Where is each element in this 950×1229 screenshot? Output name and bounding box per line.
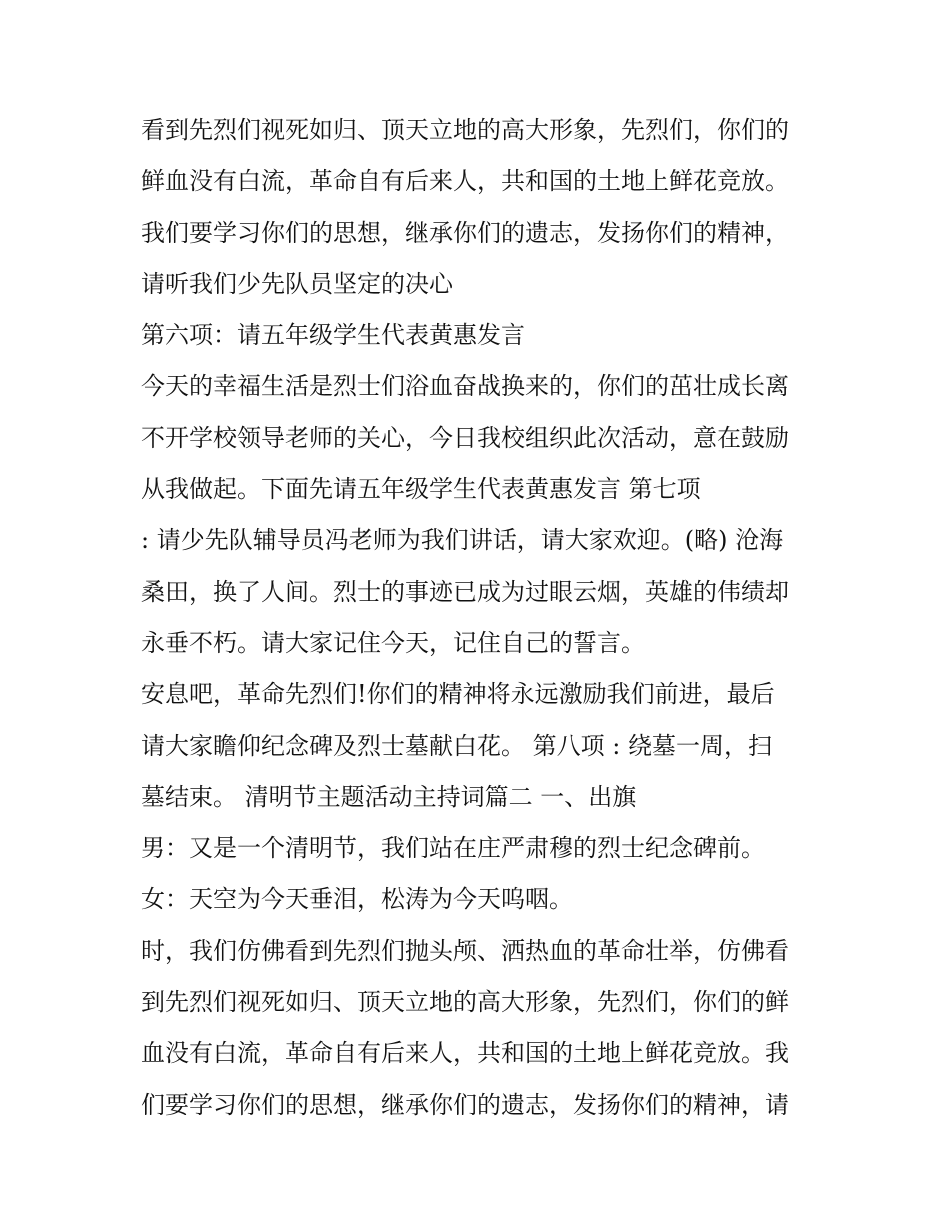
text-line: 我们要学习你们的思想，继承你们的遗志，发扬你们的精神， <box>141 218 789 247</box>
text-line: 看到先烈们视死如归、顶天立地的高大形象，先烈们，你们的 <box>141 116 789 144</box>
text-line: : 请少先队辅导员冯老师为我们讲话，请大家欢迎。(略) 沧海 <box>141 526 784 555</box>
text-line: 到先烈们视死如归、顶天立地的高大形象，先烈们，你们的鲜 <box>141 988 789 1017</box>
text-line: 血没有白流，革命自有后来人，共和国的土地上鲜花竞放。我 <box>141 1039 789 1068</box>
text-line: 请大家瞻仰纪念碑及烈士墓献白花。 第八项 : 绕墓一周，扫 <box>141 731 772 760</box>
text-line: 墓结束。 清明节主题活动主持词篇二 一、出旗 <box>141 782 637 811</box>
text-line: 永垂不朽。请大家记住今天，记住自己的誓言。 <box>141 628 645 657</box>
text-line: 今天的幸福生活是烈士们浴血奋战换来的，你们的茁壮成长离 <box>141 372 789 401</box>
text-line: 桑田，换了人间。烈士的事迹已成为过眼云烟，英雄的伟绩却 <box>141 577 789 606</box>
document-body <box>141 105 821 1131</box>
dialogue-line-male: 男：又是一个清明节，我们站在庄严肃穆的烈士纪念碑前。 <box>141 834 765 863</box>
text-line: 安息吧，革命先烈们!你们的精神将永远激励我们前进，最后 <box>141 680 775 709</box>
section-heading: 第六项：请五年级学生代表黄惠发言 <box>141 321 525 350</box>
text-line: 不开学校领导老师的关心，今日我校组织此次活动，意在鼓励 <box>141 423 789 452</box>
text-line: 鲜血没有白流，革命自有后来人，共和国的土地上鲜花竞放。 <box>141 167 789 196</box>
dialogue-line-female: 女：天空为今天垂泪，松涛为今天呜咽。 <box>141 885 573 914</box>
text-line: 时，我们仿佛看到先烈们抛头颅、洒热血的革命壮举，仿佛看 <box>141 936 789 965</box>
text-line: 们要学习你们的思想，继承你们的遗志，发扬你们的精神，请 <box>141 1090 789 1119</box>
text-line: 请听我们少先队员坚定的决心 <box>141 269 453 298</box>
text-line: 从我做起。下面先请五年级学生代表黄惠发言 第七项 <box>141 475 701 504</box>
